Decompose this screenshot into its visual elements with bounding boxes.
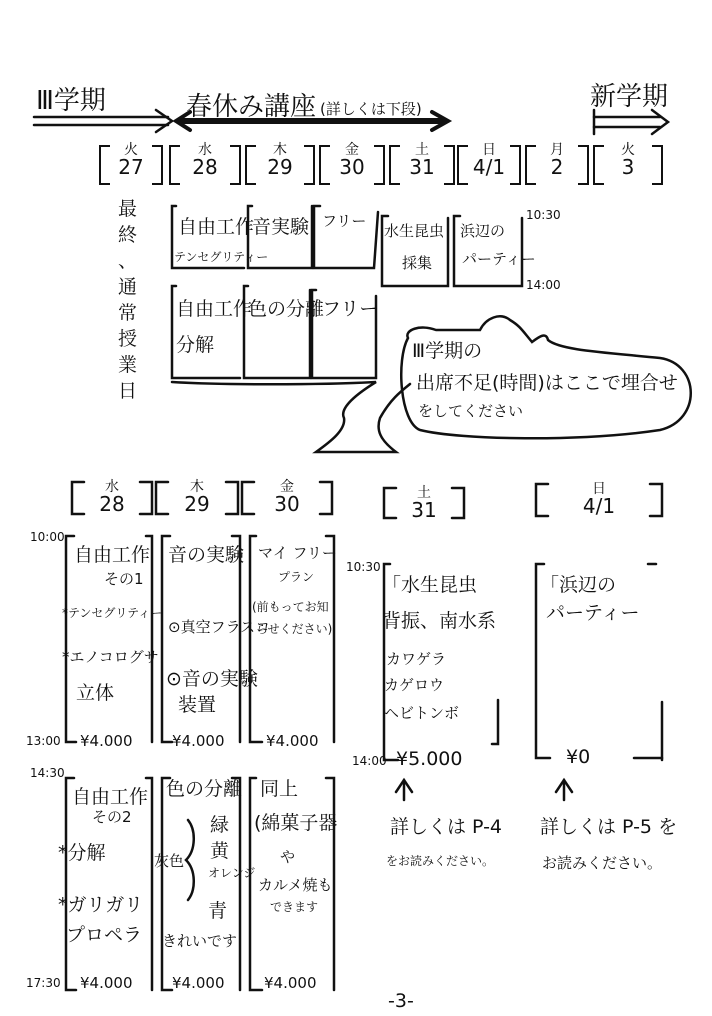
spring-course-label: 春休み講座 — [186, 92, 317, 122]
day-cell: 火 27 — [118, 142, 144, 179]
pm-thu-color-1: 緑 — [210, 814, 230, 836]
am-wed-title: 自由工作 — [74, 544, 151, 566]
time-1730: 17:30 — [26, 976, 61, 990]
day-cell: 金 30 — [339, 142, 365, 179]
wk1-time-a: 10:30 — [526, 208, 561, 222]
am-thu-price: ¥4.000 — [172, 732, 225, 750]
pm-thu-title: 色の分離 — [166, 778, 243, 800]
wk1b-fri-title: フリー — [322, 298, 379, 320]
sat-title: 「水生昆虫 — [382, 574, 478, 596]
pm-fri-title: 同上 — [260, 778, 299, 800]
sun-ref-2: お読みください。 — [542, 854, 663, 872]
wk1-sun-title: 浜辺の — [460, 222, 506, 240]
time-1030: 10:30 — [346, 560, 381, 574]
wk1-thu-title: 音実験 — [252, 216, 310, 238]
am-fri-sub: プラン — [278, 570, 315, 584]
bubble-line-3: をしてください — [418, 402, 524, 420]
wk1-sun-sub: パーティー — [462, 250, 536, 268]
sun-title-2: パーティー — [546, 602, 640, 624]
sat-item-3: ヘビトンボ — [384, 704, 460, 722]
new-term-label: 新学期 — [590, 82, 669, 112]
time-1430: 14:30 — [30, 766, 65, 780]
am-wed-price: ¥4.000 — [80, 732, 133, 750]
wk1-sat-title: 水生昆虫 — [384, 222, 445, 240]
term3-label: Ⅲ学期 — [36, 86, 106, 116]
am-wed-item-3: 立体 — [76, 682, 115, 704]
sat-item-1: カワゲラ — [386, 650, 447, 668]
bottom-day-cell: 金 30 — [274, 479, 300, 516]
am-thu-item-2: ⊙音の実験 — [166, 668, 258, 690]
pm-wed-title: 自由工作 — [72, 786, 149, 808]
pm-wed-item-3: プロペラ — [66, 924, 143, 946]
pm-thu-note: きれいです — [162, 932, 238, 950]
wk1b-wed-sub: 分解 — [176, 334, 215, 356]
sat-ref-1: 詳しくは P-4 — [390, 816, 503, 838]
pm-thu-color-4: 青 — [208, 900, 228, 922]
wk1-sat-sub: 採集 — [402, 254, 433, 272]
bottom-day-cell: 日 4/1 — [582, 481, 616, 518]
wk1b-thu-title: 色の分離 — [248, 298, 325, 320]
pm-fri-item-2: や — [280, 848, 296, 866]
am-wed-item-2: *エノコログサ — [62, 648, 159, 666]
time-1400: 14:00 — [352, 754, 387, 768]
pm-thu-color-2: 黄 — [210, 840, 230, 862]
pm-wed-item-1: *分解 — [58, 842, 106, 864]
am-fri-note-2: らせください) — [256, 622, 333, 636]
wk1-time-b: 14:00 — [526, 278, 561, 292]
pm-wed-item-2: *ガリガリ — [58, 894, 144, 916]
sat-ref-2: をお読みください。 — [386, 854, 495, 868]
bottom-day-cell: 土 31 — [411, 485, 437, 522]
sat-item-2: カゲロウ — [384, 676, 445, 694]
pm-thu-price: ¥4.000 — [172, 974, 225, 992]
bottom-day-cell: 木 29 — [184, 479, 210, 516]
am-thu-item-3: 装置 — [178, 694, 217, 716]
bottom-day-cell: 水 28 — [99, 479, 125, 516]
wk1-wed-sub: テンセグリティー — [174, 250, 269, 264]
sun-price: ¥0 — [566, 746, 591, 768]
bubble-line-1: Ⅲ学期の — [412, 340, 483, 362]
sun-ref-1: 詳しくは P-5 を — [540, 816, 678, 838]
sat-sub: 背振、南水系 — [382, 610, 497, 632]
last-class-day-note: 最 終 、 通 常 授 業 日 — [118, 198, 138, 402]
am-wed-sub: その1 — [104, 570, 144, 588]
time-1300: 13:00 — [26, 734, 61, 748]
pm-wed-price: ¥4.000 — [80, 974, 133, 992]
day-cell: 月 2 — [550, 142, 564, 179]
pm-thu-left: 灰色 — [154, 852, 185, 870]
day-cell: 水 28 — [192, 142, 218, 179]
am-fri-price: ¥4.000 — [266, 732, 319, 750]
day-cell: 日 4/1 — [472, 142, 506, 179]
day-cell: 火 3 — [621, 142, 635, 179]
pm-fri-item-4: できます — [270, 900, 319, 914]
pm-thu-color-3: オレンジ — [208, 866, 256, 880]
pm-wed-sub: その2 — [92, 808, 132, 826]
time-1000: 10:00 — [30, 530, 65, 544]
wk1-fri-title: フリー — [322, 212, 367, 230]
pm-fri-item-1: (綿菓子器 — [254, 812, 338, 834]
am-fri-title: マイ フリー — [258, 544, 337, 562]
am-thu-title: 音の実験 — [168, 544, 245, 566]
am-thu-item-1: ⊙真空フラスコ — [168, 618, 271, 636]
pm-fri-item-3: カルメ焼も — [258, 876, 333, 894]
page-number: -3- — [388, 990, 414, 1012]
day-cell: 木 29 — [267, 142, 293, 179]
spring-note: (詳しくは下段) — [320, 100, 422, 118]
sat-price: ¥5.000 — [396, 748, 463, 770]
pm-fri-price: ¥4.000 — [264, 974, 317, 992]
bubble-line-2: 出席不足(時間)はここで埋合せ — [416, 372, 678, 394]
day-cell: 土 31 — [409, 142, 435, 179]
am-wed-item-1: *テンセグリティー — [62, 606, 163, 620]
am-fri-note-1: (前もってお知 — [252, 600, 329, 614]
wk1-wed-title: 自由工作 — [178, 216, 255, 238]
sun-title: 「浜辺の — [540, 574, 617, 596]
wk1b-wed-title: 自由工作 — [176, 298, 253, 320]
